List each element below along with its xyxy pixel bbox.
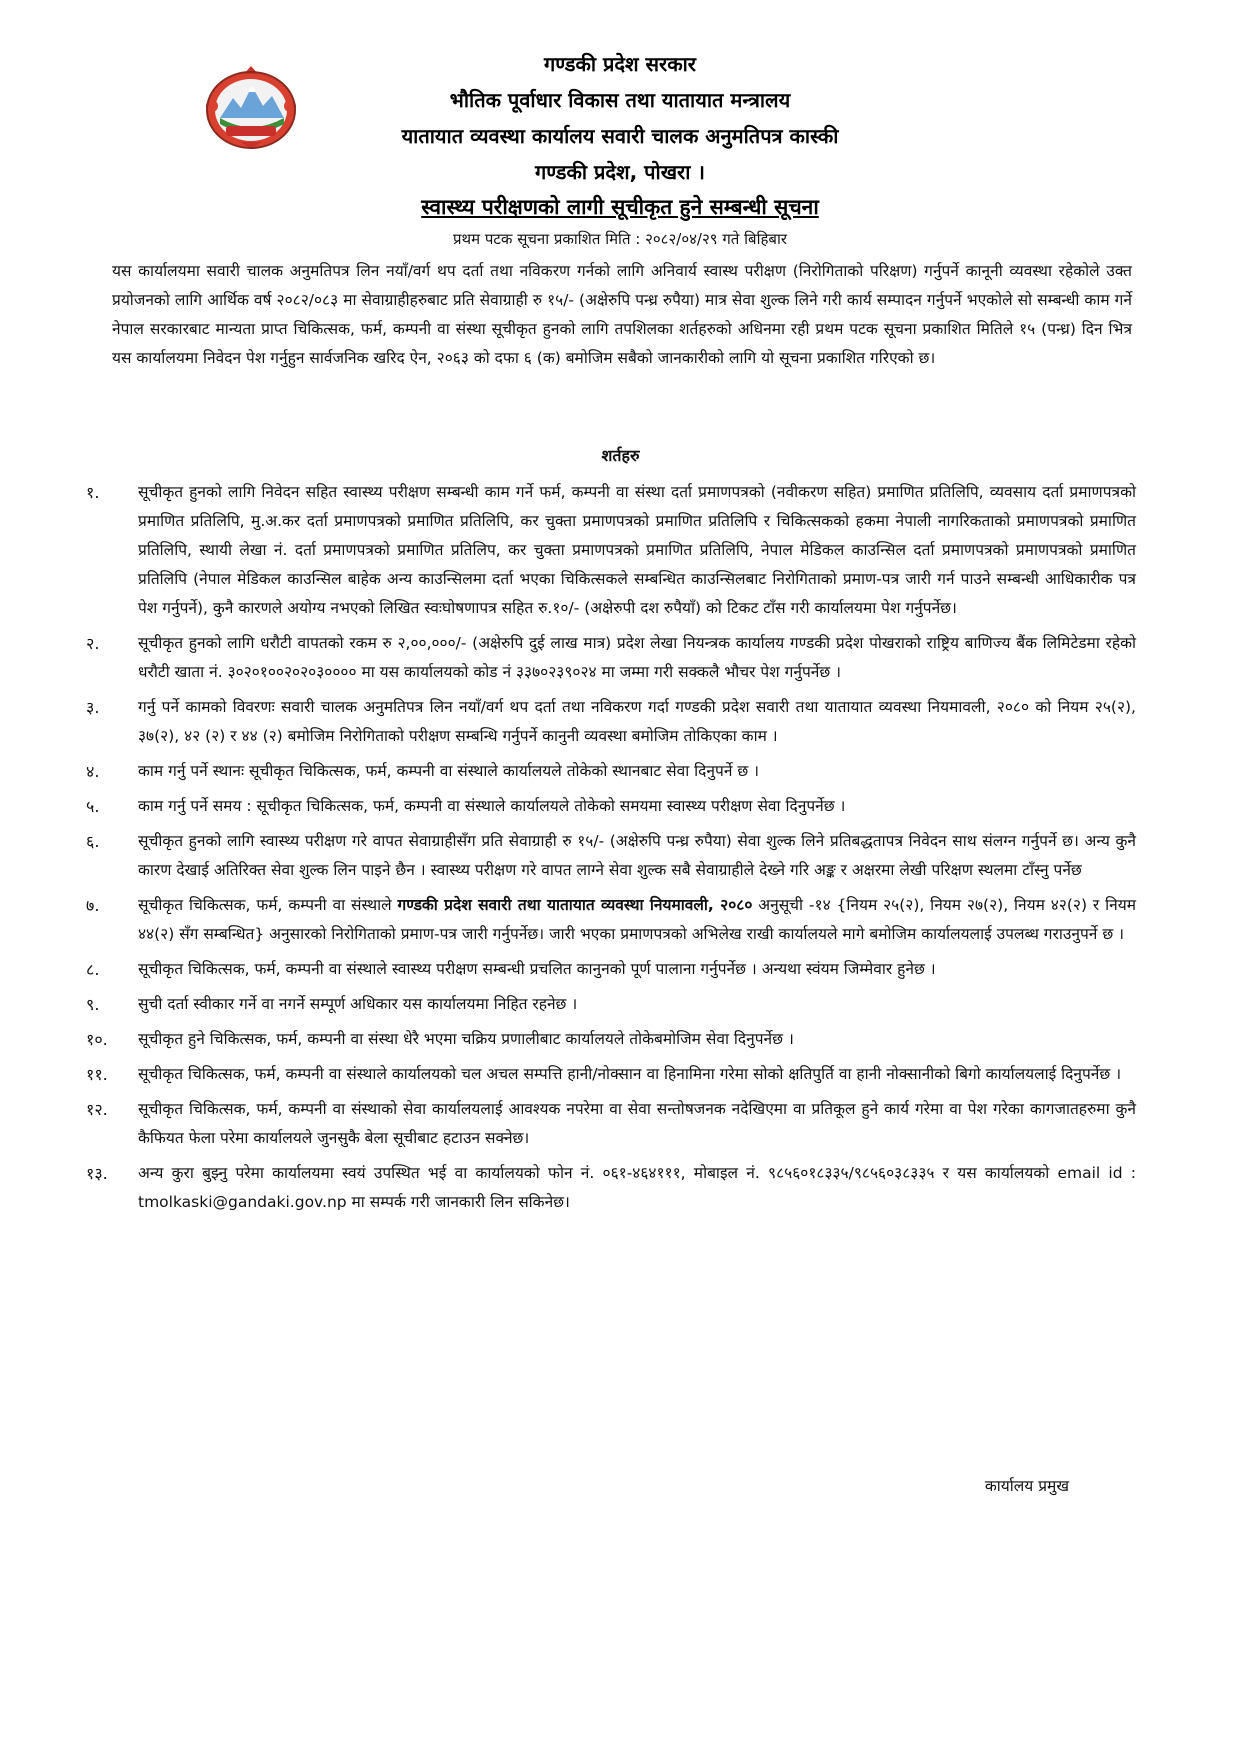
- condition-number: ५.: [86, 797, 100, 816]
- condition-text: सूचीकृत हुने चिकित्सक, फर्म, कम्पनी वा संस्था धेरै भएमा चक्रिय प्रणालीबाट कार्यालयले तोकेबमोजिम सेवा दिनुपर्नेछ ।: [138, 1030, 794, 1048]
- condition-item: [86, 792, 1136, 821]
- signature-office-chief: कार्यालय प्रमुख: [984, 1477, 1069, 1495]
- condition-number: १२.: [86, 1100, 108, 1119]
- publication-date: प्रथम पटक सूचना प्रकाशित मिति : २०८२/०४/२९ गते बिहिबार: [452, 230, 788, 248]
- conditions-heading: शर्तहरु: [601, 446, 640, 465]
- condition-text: सूचीकृत चिकित्सक, फर्म, कम्पनी वा संस्थाले स्वास्थ्य परीक्षण सम्बन्धी प्रचलित कानुनको पूर्ण पालाना गर्नुपर्नेछ । अन्यथा स्वंयम जिम्मेवार हुनेछ ।: [138, 960, 936, 978]
- condition-item: [86, 693, 1136, 751]
- condition-text: सूचीकृत हुनको लागि निवेदन सहित स्वास्थ्य परीक्षण सम्बन्धी काम गर्ने फर्म, कम्पनी वा संस्था दर्ता प्रमाणपत्रको (नवीकरण सहित) प्रमाणित प्रतिलिपि, व्यवसाय दर्ता प्रमाणपत्रको प्रमाणित प्रतिलिपि, मु.अ.कर दर्ता प्रमाणपत्रको प्रमाणित प्रतिलिपि, कर चुक्ता प्रमाणपत्रको प्रमाणित प्रतिलिपि र चिकित्सकको हकमा नेपाली नागरिकताको प्रमाणपत्रको प्रमाणित प्रतिलिपि, स्थायी लेखा नं. दर्ता प्रमाणपत्रको प्रमाणित प्रतिलिप, कर चुक्ता प्रमाणपत्रको प्रमाणित प्रतिलिपि, नेपाल मेडिकल काउन्सिल दर्ता प्रमाणपत्रको प्रमाणपत्रको प्रमाणित प्रतिलिपि (नेपाल मेडिकल काउन्सिल बाहेक अन्य काउन्सिलमा दर्ता भएका चिकित्सकले सम्बन्धित काउन्सिलबाट निरोगिताको प्रमाण-पत्र जारी गर्न पाउने सम्बन्धी आधिकारीक पत्र पेश गर्नुपर्ने), कुनै कारणले अयोग्य नभएको लिखित स्वःघोषणापत्र सहित रु.१०/- (अक्षेरुपी दश रुपैयाँ) को टिकट टाँस गरी कार्यालयमा पेश गर्नुपर्नेछ।: [138, 483, 1136, 617]
- condition-item: [86, 1159, 1136, 1217]
- condition-text-pre: सूचीकृत चिकित्सक, फर्म, कम्पनी वा संस्थाले: [138, 896, 398, 914]
- regulation-name: गण्डकी प्रदेश सवारी तथा यातायात व्यवस्था नियमावली, २०८०: [397, 896, 753, 914]
- condition-item: [86, 1025, 1136, 1054]
- office-address: गण्डकी प्रदेश, पोखरा ।: [535, 160, 705, 184]
- condition-item: [86, 827, 1136, 885]
- conditions-list: [86, 478, 1136, 1223]
- condition-number: ८.: [86, 960, 100, 979]
- condition-text: सूचीकृत हुनको लागि स्वास्थ्य परीक्षण गरे वापत सेवाग्राहीसँग प्रति सेवाग्राही रु १५/- (अक्षेरुपि पन्ध्र रुपैया) सेवा शुल्क लिने प्रतिबद्धतापत्र निवेदन साथ संलग्न गर्नुपर्ने छ। अन्य कुनै कारण देखाई अतिरिक्त सेवा शुल्क लिन पाइने छैन । स्वास्थ्य परीक्षण गरे वापत लाग्ने सेवा शुल्क सबै सेवाग्राहीले देख्ने गरि अङ्क र अक्षरमा लेखी परिक्षण स्थलमा टाँस्नु पर्नेछ: [138, 832, 1136, 879]
- condition-number: ६.: [86, 832, 100, 851]
- condition-text: गर्नु पर्ने कामको विवरणः सवारी चालक अनुमतिपत्र लिन नयाँ/वर्ग थप दर्ता तथा नविकरण गर्दा गण्डकी प्रदेश सवारी तथा यातायात व्यवस्था नियमावली, २०८० को नियम २५(२), ३७(२), ४२ (२) र ४४ (२) बमोजिम निरोगिताको परीक्षण सम्बन्धि गर्नुपर्ने कानुनी व्यवस्था बमोजिम तोकिएका काम ।: [138, 698, 1136, 745]
- office-name: यातायात व्यवस्था कार्यालय सवारी चालक अनुमतिपत्र कास्की: [401, 124, 839, 148]
- condition-number: ९.: [86, 995, 100, 1014]
- condition-text: सूचीकृत हुनको लागि धरौटी वापतको रकम रु २,००,०००/- (अक्षेरुपि दुई लाख मात्र) प्रदेश लेखा नियन्त्रक कार्यालय गण्डकी प्रदेश पोखराको राष्ट्रिय बाणिज्य बैंक लिमिटेडमा रहेको धरौटी खाता नं. ३०२०१००२०२०३०००० मा यस कार्यालयको कोड नं ३३७०२३९०२४ मा जम्मा गरी सक्कलै भौचर पेश गर्नुपर्नेछ ।: [138, 634, 1136, 681]
- condition-number: २.: [86, 634, 100, 653]
- condition-item: [86, 955, 1136, 984]
- ministry-name: भौतिक पूर्वाधार विकास तथा यातायात मन्त्रालय: [449, 88, 791, 112]
- nepal-emblem-icon: [200, 62, 302, 152]
- condition-text: काम गर्नु पर्ने समय : सूचीकृत चिकित्सक, फर्म, कम्पनी वा संस्थाले कार्यालयले तोकेको समयमा स्वास्थ्य परीक्षण सेवा दिनुपर्नेछ ।: [138, 797, 846, 815]
- condition-text: सूचीकृत चिकित्सक, फर्म, कम्पनी वा संस्थाको सेवा कार्यालयलाई आवश्यक नपरेमा वा सेवा सन्तोषजनक नदेखिएमा वा प्रतिकूल हुने कार्य गरेमा वा पेश गरेका कागजातहरुमा कुनै कैफियत फेला परेमा कार्यालयले जुनसुकै बेला सूचीबाट हटाउन सक्नेछ।: [138, 1100, 1136, 1147]
- government-name: गण्डकी प्रदेश सरकार: [544, 52, 696, 76]
- notice-title: स्वास्थ्य परीक्षणको लागी सूचीकृत हुने सम्बन्धी सूचना: [421, 195, 819, 219]
- condition-text-post: अनुसूची -१४ {नियम २५(२), नियम २७(२), नियम ४२(२) र नियम ४४(२) सँग सम्बन्धित} अनुसारको निरोगिताको प्रमाण-पत्र जारी गर्नुपर्नेछ। जारी भएका प्रमाणपत्रको अभिलेख राखी कार्यालयले मागे बमोजिम कार्यालयलाई उपलब्ध गराउनुपर्ने छ ।: [138, 896, 1136, 943]
- condition-item: [86, 757, 1136, 786]
- condition-number: ३.: [86, 698, 100, 717]
- condition-number: १०.: [86, 1030, 108, 1049]
- condition-number: ७.: [86, 896, 100, 915]
- condition-item: [86, 629, 1136, 687]
- condition-item: [86, 891, 1136, 949]
- intro-paragraph: यस कार्यालयमा सवारी चालक अनुमतिपत्र लिन नयाँ/वर्ग थप दर्ता तथा नविकरण गर्नको लागि अनिवार्य स्वास्थ परीक्षण (निरोगिताको परिक्षण) गर्नुपर्ने कानूनी व्यवस्था रहेकोले उक्त प्रयोजनको लागि आर्थिक वर्ष २०८२/०८३ मा सेवाग्राहीहरुबाट प्रति सेवाग्राही रु १५/- (अक्षेरुपि पन्ध्र रुपैया) मात्र सेवा शुल्क लिने गरी कार्य सम्पादन गर्नुपर्ने भएकोले सो सम्बन्धी काम गर्ने नेपाल सरकारबाट मान्यता प्राप्त चिकित्सक, फर्म, कम्पनी वा संस्था सूचीकृत हुनको लागि तपशिलका शर्तहरुको अधिनमा रही प्रथम पटक सूचना प्रकाशित मितिले १५ (पन्ध्र) दिन भित्र यस कार्यालयमा निवेदन पेश गर्नुहुन सार्वजनिक खरिद ऐन, २०६३ को दफा ६ (क) बमोजिम सबैको जानकारीको लागि यो सूचना प्रकाशित गरिएको छ।: [112, 262, 1132, 367]
- condition-text: सूचीकृत चिकित्सक, फर्म, कम्पनी वा संस्थाले कार्यालयको चल अचल सम्पत्ति हानी/नोक्सान वा हिनामिना गरेमा सोको क्षतिपुर्ति वा हानी नोक्सानीको बिगो कार्यालयलाई दिनुपर्नेछ ।: [138, 1065, 1122, 1083]
- condition-number: १३.: [86, 1164, 108, 1183]
- condition-item: [86, 990, 1136, 1019]
- condition-number: ४.: [86, 762, 100, 781]
- condition-item: [86, 1060, 1136, 1089]
- condition-text: सुची दर्ता स्वीकार गर्ने वा नगर्ने सम्पूर्ण अधिकार यस कार्यालयमा निहित रहनेछ ।: [138, 995, 578, 1013]
- condition-text: अन्य कुरा बुझ्नु परेमा कार्यालयमा स्वयं उपस्थित भई वा कार्यालयको फोन नं. ०६१-४६४१११, मोबाइल नं. ९८५६०१८३३५/९८५६०३८३३५ र यस कार्यालयको email id : tmolkaski@gandaki.gov.np मा सम्पर्क गरी जानकारी लिन सकिनेछ।: [138, 1164, 1136, 1211]
- condition-item: [86, 478, 1136, 623]
- condition-number: ११.: [86, 1065, 108, 1084]
- condition-item: [86, 1095, 1136, 1153]
- condition-number: १.: [86, 483, 100, 502]
- condition-text: काम गर्नु पर्ने स्थानः सूचीकृत चिकित्सक, फर्म, कम्पनी वा संस्थाले कार्यालयले तोकेको स्थानबाट सेवा दिनुपर्ने छ ।: [138, 762, 760, 780]
